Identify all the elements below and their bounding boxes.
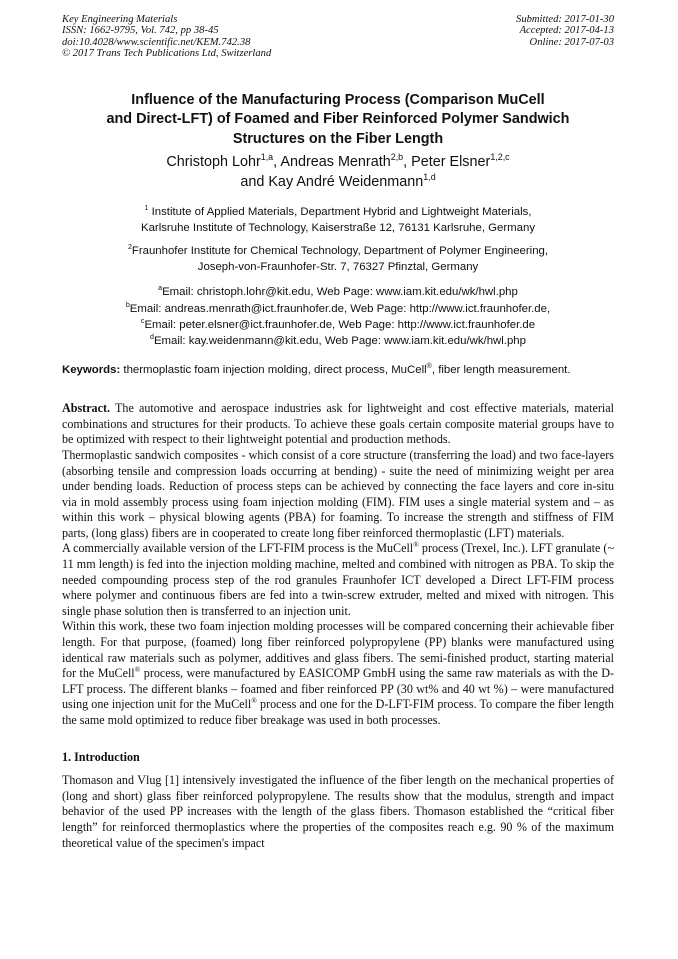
affiliation-text: Institute of Applied Materials, Department Hybrid and Lightweight Materials, (148, 206, 532, 219)
email-line: Email: kay.weidenmann@kit.edu, Web Page: www.iam.kit.edu/wk/hwl.php (153, 334, 526, 347)
paragraph-text: process and one for the D-LFT-FIM process. To compare the fiber length the same mold optimized to reduce fiber breakage was used in both processes. (62, 697, 614, 727)
affiliation-text: Fraunhofer Institute for Chemical Technology, Department of Polymer Engineering, (131, 244, 549, 257)
author-line (62, 172, 614, 192)
email-superscript: a (158, 285, 163, 293)
keywords-text: , fiber length measurement. (431, 364, 571, 377)
email-superscript: c (140, 317, 145, 325)
paragraph-text: A commercially available version of the LFT-FIM process is the MuCell (62, 541, 414, 556)
issn: ISSN: 1662-9795, Vol. 742, pp 38-45 (62, 25, 219, 37)
abstract (62, 401, 614, 728)
journal-info (62, 14, 271, 60)
author-name: , Peter Elsner (403, 154, 491, 171)
author-name: , Andreas Menrath (273, 154, 391, 171)
abstract-label: Abstract. (62, 401, 111, 416)
introduction (62, 773, 614, 851)
section-heading-introduction: 1. Introduction (62, 749, 140, 764)
affiliation-text: Karlsruhe Institute of Technology, Kaiserstraße 12, 76131 Karlsruhe, Germany (140, 222, 536, 235)
abstract-paragraph: Thermoplastic sandwich composites - which consist of a core structure (transferring the load) and two face-layers (absorbing tensile and compression loads occurring at bending) - suite the need of minimizing weight per area under bending loads. Reduction of process steps can be achieved by connecting the face layers and core in-situ via in mold assembly process using foam injection molding (FIM). FIM uses a single material system and – as within this work – physical blowing agents (PBA) for foaming. To increase the strength and stiffness of FIM parts, (long glass) fibers are in cooperated to create long fiber reinforced thermoplastic (LFT) materials. (62, 447, 614, 540)
abstract-paragraph (62, 541, 614, 619)
author-superscript: 2,b (390, 152, 404, 163)
keywords (62, 363, 614, 378)
author-list (62, 152, 614, 192)
email-line: Email: andreas.menrath@ict.fraunhofer.de, Web Page: http://www.ict.fraunhofer.de, (129, 302, 551, 315)
submission-dates (516, 14, 614, 60)
email-line: Email: christoph.lohr@kit.edu, Web Page: www.iam.kit.edu/wk/hwl.php (162, 286, 518, 299)
doi: doi:10.4028/www.scientific.net/KEM.742.38 (62, 36, 251, 48)
title-line: Structures on the Fiber Length (232, 130, 444, 147)
author-superscript: 1,a (260, 152, 274, 163)
online-date: Online: 2017-07-03 (529, 36, 614, 48)
author-line (62, 152, 614, 172)
abstract-paragraph (62, 619, 614, 728)
paragraph-text: The automotive and aerospace industries ask for lightweight and cost effective materials, material combinations and structures for their products. To achieve these goals certain composite material groups have to be optimized with respect to their lightweight potential and production methods. (62, 401, 614, 447)
journal-name: Key Engineering Materials (62, 14, 178, 25)
paragraph-text: Within this work, these two foam injection molding processes will be compared concerning their achievable fiber length. For that purpose, (foamed) long fiber reinforced polypropylene (PP) blanks were manufactured using identical raw materials such as polymer, additives and glass fibers. The semi-finished product, starting material for the MuCell (62, 619, 614, 681)
submitted-date: Submitted: 2017-01-30 (516, 14, 614, 25)
registered-mark: ® (251, 696, 257, 706)
author-superscript: 1,2,c (490, 152, 510, 163)
email-line: Email: peter.elsner@ict.fraunhofer.de, Web Page: http://www.ict.fraunhofer.de (144, 318, 536, 331)
author-emails (62, 284, 614, 349)
affiliation-2 (62, 243, 614, 276)
affiliation-1 (62, 204, 614, 237)
affiliation-superscript: 1 (144, 205, 149, 213)
email-superscript: b (125, 301, 130, 309)
keywords-text: thermoplastic foam injection molding, direct process, MuCell (120, 364, 427, 377)
author-superscript: 1,d (423, 172, 436, 183)
author-name: Christoph Lohr (166, 154, 261, 171)
affiliation-superscript: 2 (127, 243, 132, 251)
email-superscript: d (150, 334, 154, 342)
accepted-date: Accepted: 2017-04-13 (519, 25, 614, 37)
copyright: © 2017 Trans Tech Publications Ltd, Switzerland (62, 48, 272, 60)
registered-mark: ® (413, 540, 419, 550)
introduction-paragraph: Thomason and Vlug [1] intensively investigated the influence of the fiber length on the mechanical properties of (long and short) glass fiber reinforced polypropylene. The results show that the modulus, strength and impact behavior of the used PP increases with the length of the glass fibers. Thomason established the “critical fiber length” for reinforced thermoplastics where the properties of the composites reach e.g. 90 % of the maximum theoretical value of the specimen's impact (62, 773, 614, 850)
author-name: and Kay André Weidenmann (240, 174, 424, 191)
affiliation-text: Joseph-von-Fraunhofer-Str. 7, 76327 Pfinztal, Germany (197, 261, 479, 274)
abstract-paragraph (62, 401, 614, 448)
paragraph-text: process (Trexel, Inc.). LFT granulate (~ 11 mm length) is fed into the injection molding machine, melted and combined with nitrogen as PBA. To skip the needed compounding process step of the rod granules Fraunhofer ICT developed a Direct LFT-FIM process where polymer and continuous fibers are fed into a twin-screw extruder, melted and mixed with nitrogen. This single phase solution then is transferred to an injection unit. (62, 541, 615, 618)
paper-title (62, 91, 614, 150)
page-header (62, 14, 614, 60)
paragraph-text: process, were manufactured by EASICOMP GmbH using the same raw materials as with the D-LFT process. The different blanks – foamed and fiber reinforced PP (30 wt% and 40 wt %) – were manufactured using one injection unit for the MuCell (62, 666, 614, 712)
registered-mark: ® (134, 665, 141, 675)
keywords-label: Keywords: (62, 364, 121, 377)
title-line: and Direct-LFT) of Foamed and Fiber Reinforced Polymer Sandwich (106, 111, 570, 128)
registered-mark: ® (426, 363, 432, 371)
title-line: Influence of the Manufacturing Process (Comparison MuCell (131, 91, 545, 108)
paper-page (62, 14, 614, 851)
